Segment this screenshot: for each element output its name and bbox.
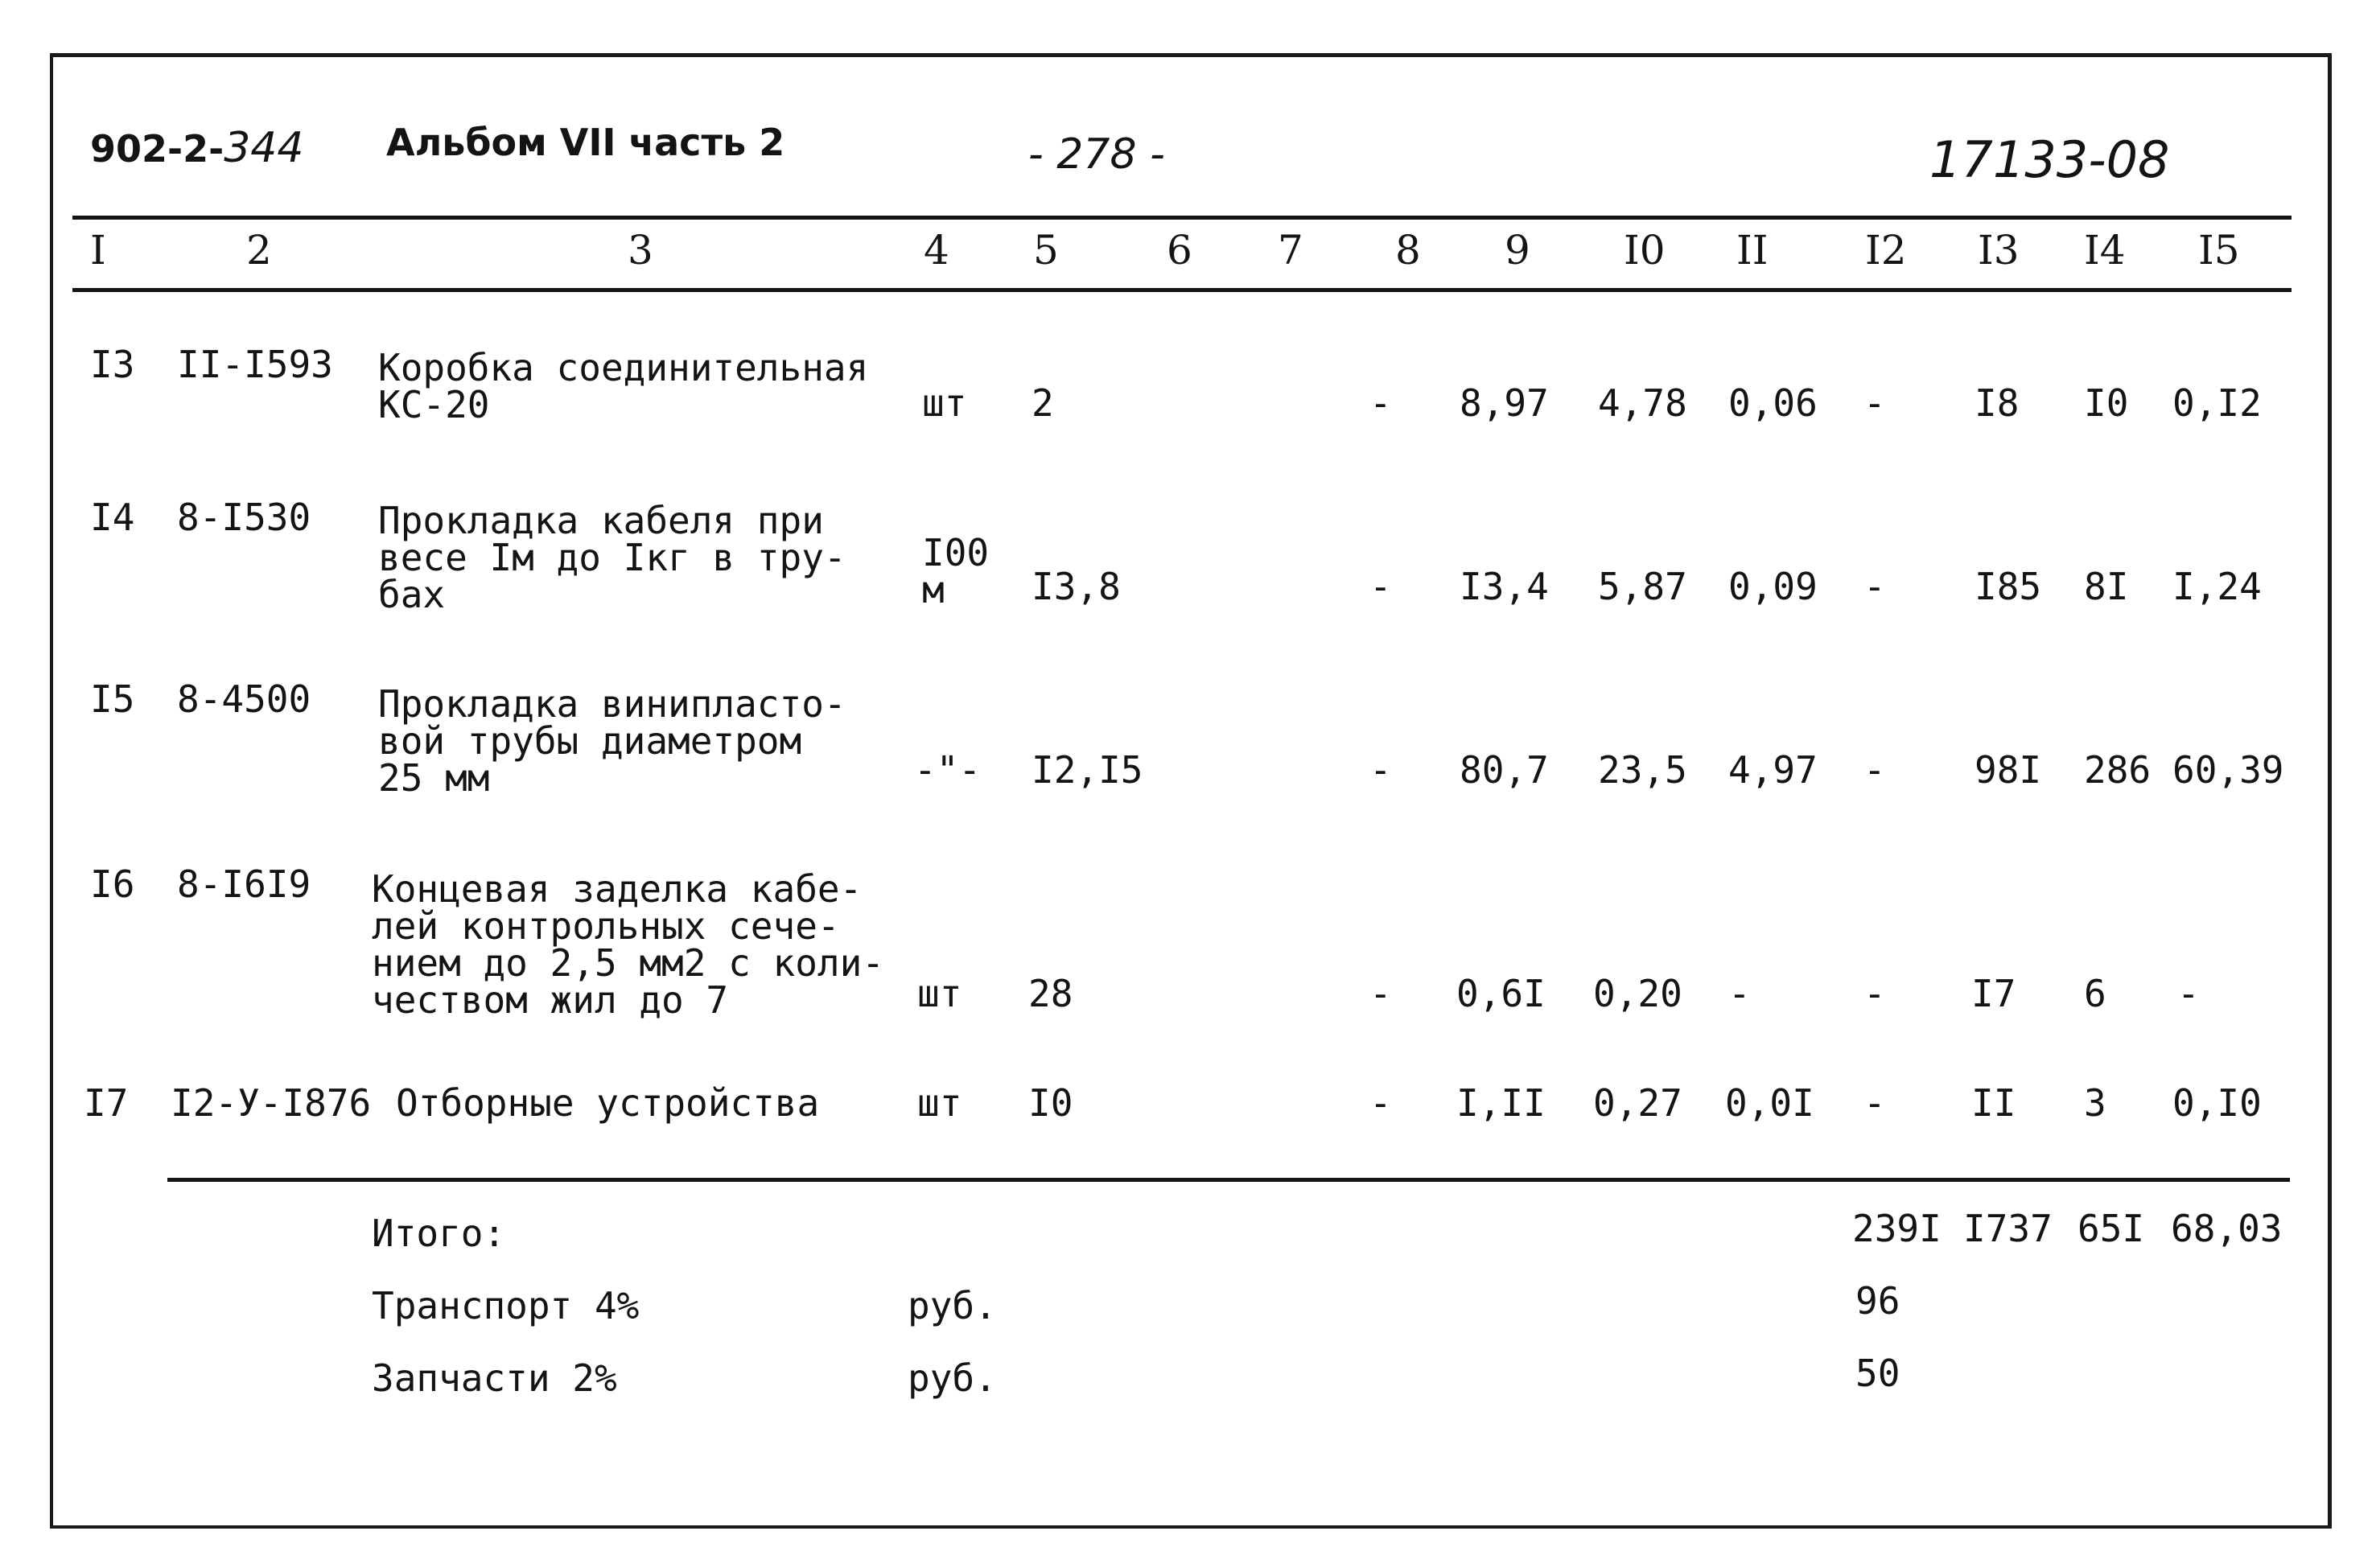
- album-title: Альбом VII часть 2: [386, 121, 785, 164]
- header-top-rule: [72, 216, 2292, 220]
- col-number: 9: [1505, 227, 1530, 274]
- row-col8: -: [1369, 1081, 1392, 1125]
- totals-col12: 239I: [1852, 1207, 1942, 1250]
- col-number: I: [90, 227, 106, 274]
- row-number: I3: [90, 343, 135, 386]
- row-col9: I,II: [1456, 1081, 1546, 1125]
- row-col11: 4,97: [1728, 748, 1818, 792]
- row-col15: -: [2177, 972, 2200, 1015]
- row-description: Концевая заделка кабе- лей контрольных сече- нием до 2,5 мм2 с коли- чеством жил до 7: [372, 867, 884, 1022]
- col-number: II: [1736, 227, 1769, 274]
- col-number: 2: [246, 227, 272, 274]
- extra-label: Транспорт 4%: [372, 1284, 640, 1327]
- col-number: 5: [1033, 227, 1059, 274]
- row-description: Прокладка винипласто- вой трубы диаметром 25 мм: [378, 682, 846, 800]
- col-number: I5: [2198, 227, 2240, 274]
- row-code: I2-У-I876: [171, 1081, 372, 1125]
- row-col8: -: [1369, 748, 1392, 792]
- row-unit: -"-: [914, 748, 982, 792]
- row-unit: шт: [917, 972, 962, 1015]
- row-col10: 0,20: [1593, 972, 1682, 1015]
- col-number: 6: [1167, 227, 1192, 274]
- totals-col14: 65I: [2077, 1207, 2145, 1250]
- row-unit: шт: [917, 1081, 962, 1125]
- col-number: I4: [2084, 227, 2126, 274]
- col-number: 3: [628, 227, 653, 274]
- col-number: 4: [924, 227, 949, 274]
- header-bottom-rule: [72, 288, 2292, 292]
- totals-rule: [167, 1178, 2290, 1182]
- row-col11: 0,06: [1728, 381, 1818, 425]
- row-quantity: 28: [1028, 972, 1073, 1015]
- row-description: Прокладка кабеля при весе Iм до Iкг в тру- бах: [378, 499, 846, 616]
- row-col10: 23,5: [1598, 748, 1687, 792]
- row-col12: -: [1863, 1081, 1886, 1125]
- row-col8: -: [1369, 972, 1392, 1015]
- page-number: - 278 -: [1028, 130, 1165, 179]
- row-col13: II: [1971, 1081, 2016, 1125]
- row-number: I4: [90, 496, 135, 539]
- row-code: II-I593: [177, 343, 333, 386]
- row-col13: 98I: [1975, 748, 2042, 792]
- row-col10: 0,27: [1593, 1081, 1682, 1125]
- row-col9: 0,6I: [1456, 972, 1546, 1015]
- row-col14: 3: [2084, 1081, 2106, 1125]
- row-unit: шт: [922, 381, 967, 425]
- col-number: I2: [1865, 227, 1907, 274]
- row-col13: I8: [1975, 381, 2020, 425]
- row-col10: 4,78: [1598, 381, 1687, 425]
- totals-col13: I737: [1963, 1207, 2053, 1250]
- extra-unit: руб.: [908, 1356, 997, 1400]
- totals-col15: 68,03: [2171, 1207, 2283, 1250]
- row-code: 8-4500: [177, 677, 311, 721]
- col-number: 8: [1395, 227, 1421, 274]
- row-col15: 0,I2: [2172, 381, 2262, 425]
- row-col12: -: [1863, 972, 1886, 1015]
- totals-label: Итого:: [372, 1212, 506, 1255]
- row-col10: 5,87: [1598, 565, 1687, 608]
- row-col13: I85: [1975, 565, 2042, 608]
- row-col15: 0,I0: [2172, 1081, 2262, 1125]
- row-col14: I0: [2084, 381, 2129, 425]
- row-col14: 286: [2084, 748, 2152, 792]
- row-description: Коробка соединительная КС-20: [378, 346, 869, 426]
- row-quantity: 2: [1032, 381, 1054, 425]
- col-number: 7: [1278, 227, 1303, 274]
- extra-value: 96: [1855, 1279, 1900, 1323]
- row-col13: I7: [1971, 972, 2016, 1015]
- row-col11: 0,0I: [1725, 1081, 1814, 1125]
- row-col12: -: [1863, 748, 1886, 792]
- row-quantity: I2,I5: [1032, 748, 1143, 792]
- row-code: 8-I530: [177, 496, 311, 539]
- col-number: I3: [1978, 227, 2020, 274]
- row-description: Отборные устройства: [396, 1081, 820, 1125]
- row-col9: I3,4: [1460, 565, 1549, 608]
- row-col12: -: [1863, 565, 1886, 608]
- row-number: I5: [90, 677, 135, 721]
- row-col12: -: [1863, 381, 1886, 425]
- extra-value: 50: [1855, 1352, 1900, 1395]
- extra-label: Запчасти 2%: [372, 1356, 617, 1400]
- row-col14: 8I: [2084, 565, 2129, 608]
- row-number: I6: [90, 862, 135, 906]
- row-number: I7: [84, 1081, 129, 1125]
- doc-number: 17133-08: [1929, 130, 2170, 189]
- row-col14: 6: [2084, 972, 2106, 1015]
- row-col15: I,24: [2172, 565, 2262, 608]
- doc-code: [90, 124, 304, 172]
- row-col11: 0,09: [1728, 565, 1818, 608]
- row-col9: 8,97: [1460, 381, 1549, 425]
- row-quantity: I0: [1028, 1081, 1073, 1125]
- row-col15: 60,39: [2172, 748, 2284, 792]
- row-col11: -: [1728, 972, 1751, 1015]
- row-col8: -: [1369, 565, 1392, 608]
- doc-code-prefix: 902-2-: [90, 127, 224, 171]
- row-code: 8-I6I9: [177, 862, 311, 906]
- extra-unit: руб.: [908, 1284, 997, 1327]
- doc-code-handwritten: 344: [224, 124, 304, 172]
- row-col9: 80,7: [1460, 748, 1549, 792]
- col-number: I0: [1624, 227, 1666, 274]
- row-quantity: I3,8: [1032, 565, 1121, 608]
- row-col8: -: [1369, 381, 1392, 425]
- row-unit: I00 м: [922, 531, 990, 611]
